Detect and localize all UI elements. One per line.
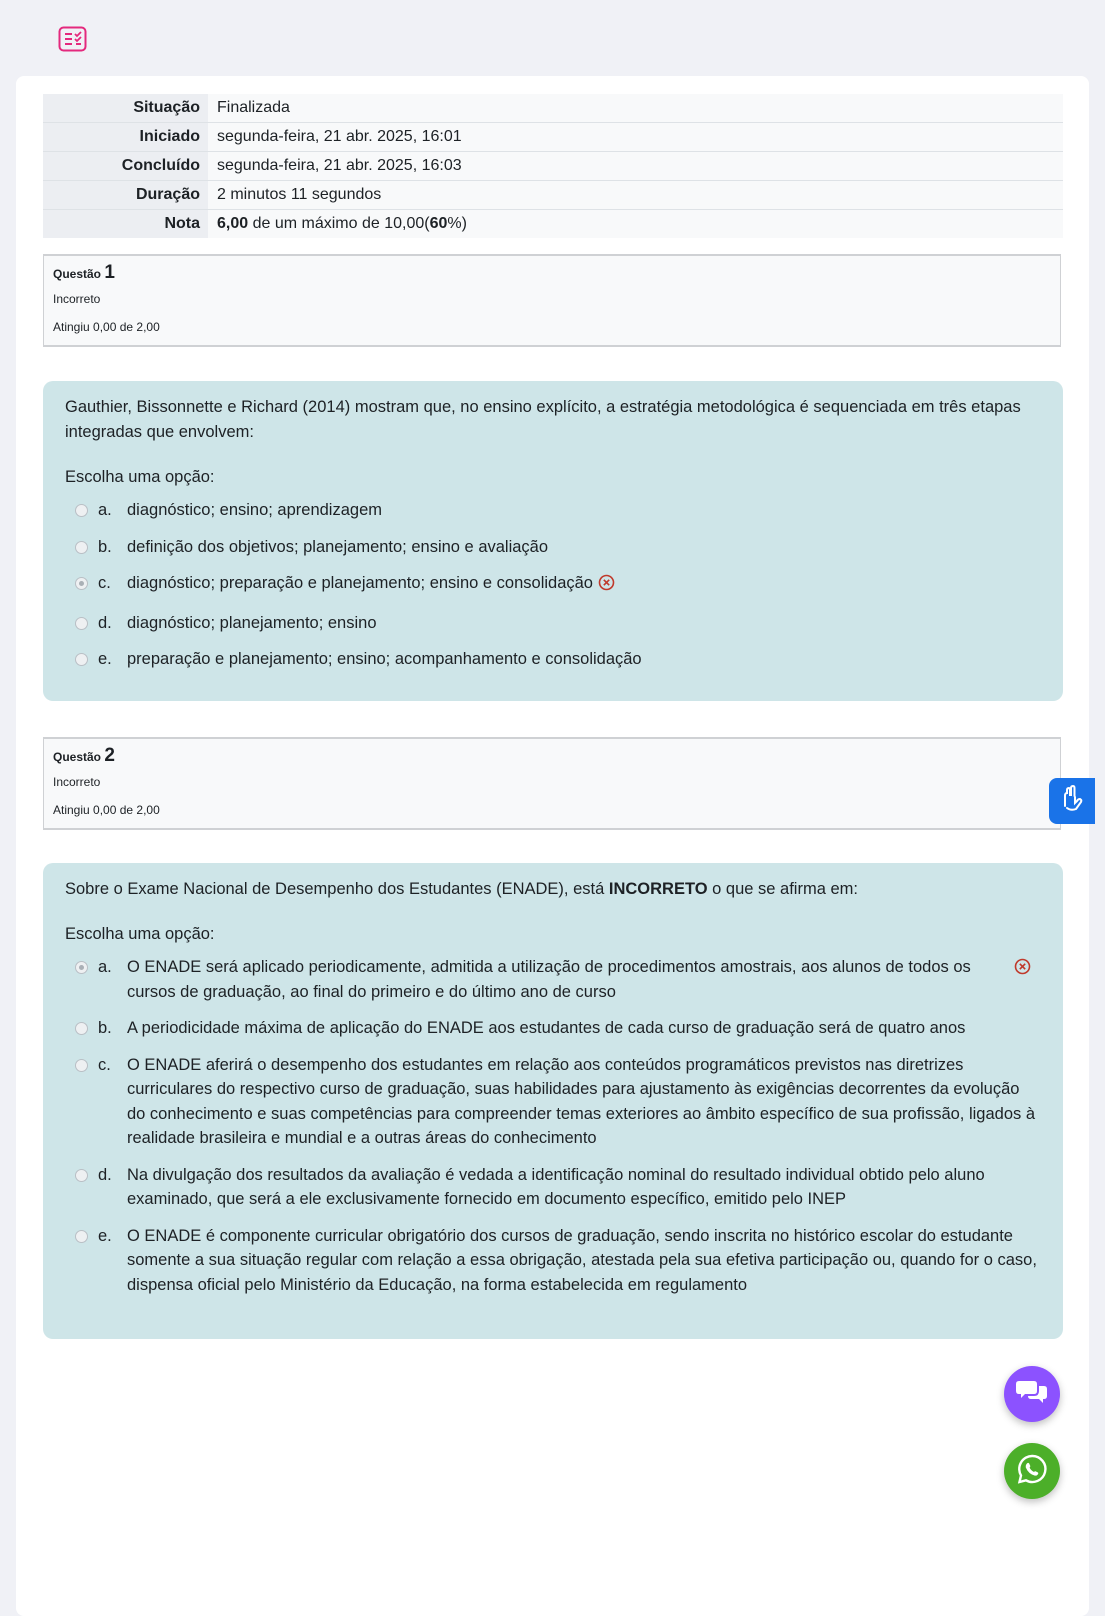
answer-letter: e.	[98, 1226, 112, 1245]
question-prompt: Escolha uma opção:	[65, 925, 215, 943]
question-content-2	[43, 863, 1063, 1339]
radio-button[interactable]	[75, 653, 88, 666]
question-number-value: 1	[104, 262, 115, 283]
radio-button[interactable]	[75, 1059, 88, 1072]
answer-letter: a.	[98, 501, 112, 519]
answer-text: preparação e planejamento; ensino; acompanhamento e consolidação	[127, 650, 642, 668]
answer-letter: b.	[98, 537, 112, 556]
summary-label: Situação	[43, 94, 208, 122]
answer-text: definição dos objetivos; planejamento; ensino e avaliação	[127, 537, 549, 556]
answer-option-e[interactable]	[65, 1224, 1041, 1298]
answer-option-a[interactable]	[65, 498, 1041, 523]
answer-option-b[interactable]	[65, 1016, 1041, 1041]
answer-letter: e.	[98, 650, 112, 668]
question-text	[65, 877, 1041, 902]
answer-text: diagnóstico; ensino; aprendizagem	[127, 501, 383, 519]
quiz-navigation-icon[interactable]	[58, 26, 88, 52]
summary-value: segunda-feira, 21 abr. 2025, 16:03	[208, 152, 1063, 180]
radio-button[interactable]	[75, 504, 88, 517]
radio-button[interactable]	[75, 1169, 88, 1182]
summary-label: Concluído	[43, 152, 208, 180]
question-content-1	[43, 381, 1063, 701]
summary-value: 2 minutos 11 segundos	[208, 181, 1063, 209]
question-info-1	[43, 254, 1061, 347]
question-text: Gauthier, Bissonnette e Richard (2014) mostram que, no ensino explícito, a estratégia metodológica é sequenciada em três etapas integradas que envolvem:	[65, 398, 1021, 441]
answer-letter: c.	[98, 574, 111, 592]
question-prompt: Escolha uma opção:	[65, 468, 215, 486]
whatsapp-icon	[1016, 1453, 1048, 1490]
question-number	[53, 745, 1051, 768]
answer-text: O ENADE será aplicado periodicamente, admitida a utilização de procedimentos amostrais, aos alunos de todos os cursos de graduação, ao final do primeiro e do último ano de curso	[127, 958, 971, 1001]
summary-value-grade	[208, 210, 1063, 238]
vlibras-button[interactable]	[1049, 778, 1095, 824]
answer-text: Na divulgação dos resultados da avaliação é vedada a identificação nominal do resultado individual obtido pelo aluno examinado, que será a ele exclusivamente fornecido em documento específico, emitido pelo INEP	[127, 1165, 985, 1208]
answer-letter: d.	[98, 1165, 112, 1184]
summary-label: Iniciado	[43, 123, 208, 151]
answer-letter: c.	[98, 1055, 111, 1074]
question-number	[53, 262, 1051, 285]
summary-value: segunda-feira, 21 abr. 2025, 16:01	[208, 123, 1063, 151]
grade-end: %)	[447, 215, 467, 232]
answer-option-e[interactable]	[65, 647, 1041, 672]
answer-option-d[interactable]	[65, 611, 1041, 636]
answer-letter: b.	[98, 1019, 112, 1037]
question-label: Questão	[53, 267, 102, 281]
attempt-summary-table	[43, 94, 1063, 238]
answer-text: O ENADE é componente curricular obrigatório dos cursos de graduação, sendo inscrita no histórico escolar do estudante somente a sua situação regular com relação a essa obrigação, atestada pela sua efetiva participação ou, quando for o caso, dispensa oficial pelo Ministério da Educação, na forma estabelecida em regulamento	[127, 1226, 1037, 1294]
radio-button-selected[interactable]	[75, 961, 88, 974]
summary-row-state	[43, 94, 1063, 123]
answer-option-a[interactable]	[65, 955, 1041, 1004]
answer-option-b[interactable]	[65, 535, 1041, 560]
whatsapp-button[interactable]	[1004, 1443, 1060, 1499]
grade-mid: de um máximo de 10,00(	[248, 215, 430, 232]
question-text-bold: INCORRETO	[608, 880, 708, 898]
question-state: Incorreto	[53, 292, 101, 306]
answer-list	[65, 955, 1041, 1297]
answer-text: diagnóstico; planejamento; ensino	[127, 613, 377, 632]
radio-button[interactable]	[75, 1022, 88, 1035]
answer-option-d[interactable]	[65, 1163, 1041, 1212]
summary-row-completed	[43, 152, 1063, 181]
summary-value: Finalizada	[208, 94, 1063, 122]
answer-list	[65, 498, 1041, 672]
radio-button[interactable]	[75, 617, 88, 630]
summary-label: Nota	[43, 210, 208, 238]
answer-text: A periodicidade máxima de aplicação do ENADE aos estudantes de cada curso de graduação será de quatro anos	[127, 1019, 966, 1037]
radio-button-selected[interactable]	[75, 577, 88, 590]
question-state: Incorreto	[53, 775, 101, 789]
chat-bubbles-icon	[1016, 1378, 1048, 1411]
summary-row-grade	[43, 210, 1063, 238]
question-label: Questão	[53, 750, 102, 764]
grade-score: 6,00	[217, 215, 249, 232]
incorrect-icon	[1014, 958, 1031, 983]
question-number-value: 2	[104, 745, 115, 766]
answer-option-c[interactable]	[65, 1053, 1041, 1151]
answer-text: diagnóstico; preparação e planejamento; ensino e consolidação	[127, 574, 593, 592]
hands-sign-language-icon	[1057, 784, 1087, 819]
answer-letter: a.	[98, 958, 112, 976]
chat-button[interactable]	[1004, 1366, 1060, 1422]
answer-option-c[interactable]	[65, 571, 1041, 599]
grade-percent: 60	[429, 215, 448, 232]
question-grade: Atingiu 0,00 de 2,00	[53, 320, 160, 334]
question-info-2	[43, 737, 1061, 830]
answer-letter: d.	[98, 613, 112, 632]
question-text-part: Sobre o Exame Nacional de Desempenho dos Estudantes (ENADE), está	[65, 880, 609, 898]
radio-button[interactable]	[75, 1230, 88, 1243]
question-grade: Atingiu 0,00 de 2,00	[53, 803, 160, 817]
answer-text-wrap	[127, 571, 1041, 599]
incorrect-icon	[598, 574, 615, 599]
summary-row-started	[43, 123, 1063, 152]
radio-button[interactable]	[75, 541, 88, 554]
quiz-review-card	[16, 76, 1089, 1616]
summary-label: Duração	[43, 181, 208, 209]
question-text-part: o que se afirma em:	[707, 880, 858, 898]
summary-row-duration	[43, 181, 1063, 210]
answer-text: O ENADE aferirá o desempenho dos estudantes em relação aos conteúdos programáticos previstos nas diretrizes curriculares do respectivo curso de graduação, suas habilidades para ajustamento às exigências decorrentes da evolução do conhecimento e suas competências para compreender temas exteriores ao âmbito específico de sua profissão, ligados à realidade brasileira e mundial e a outras áreas do conhecimento	[127, 1055, 1036, 1147]
